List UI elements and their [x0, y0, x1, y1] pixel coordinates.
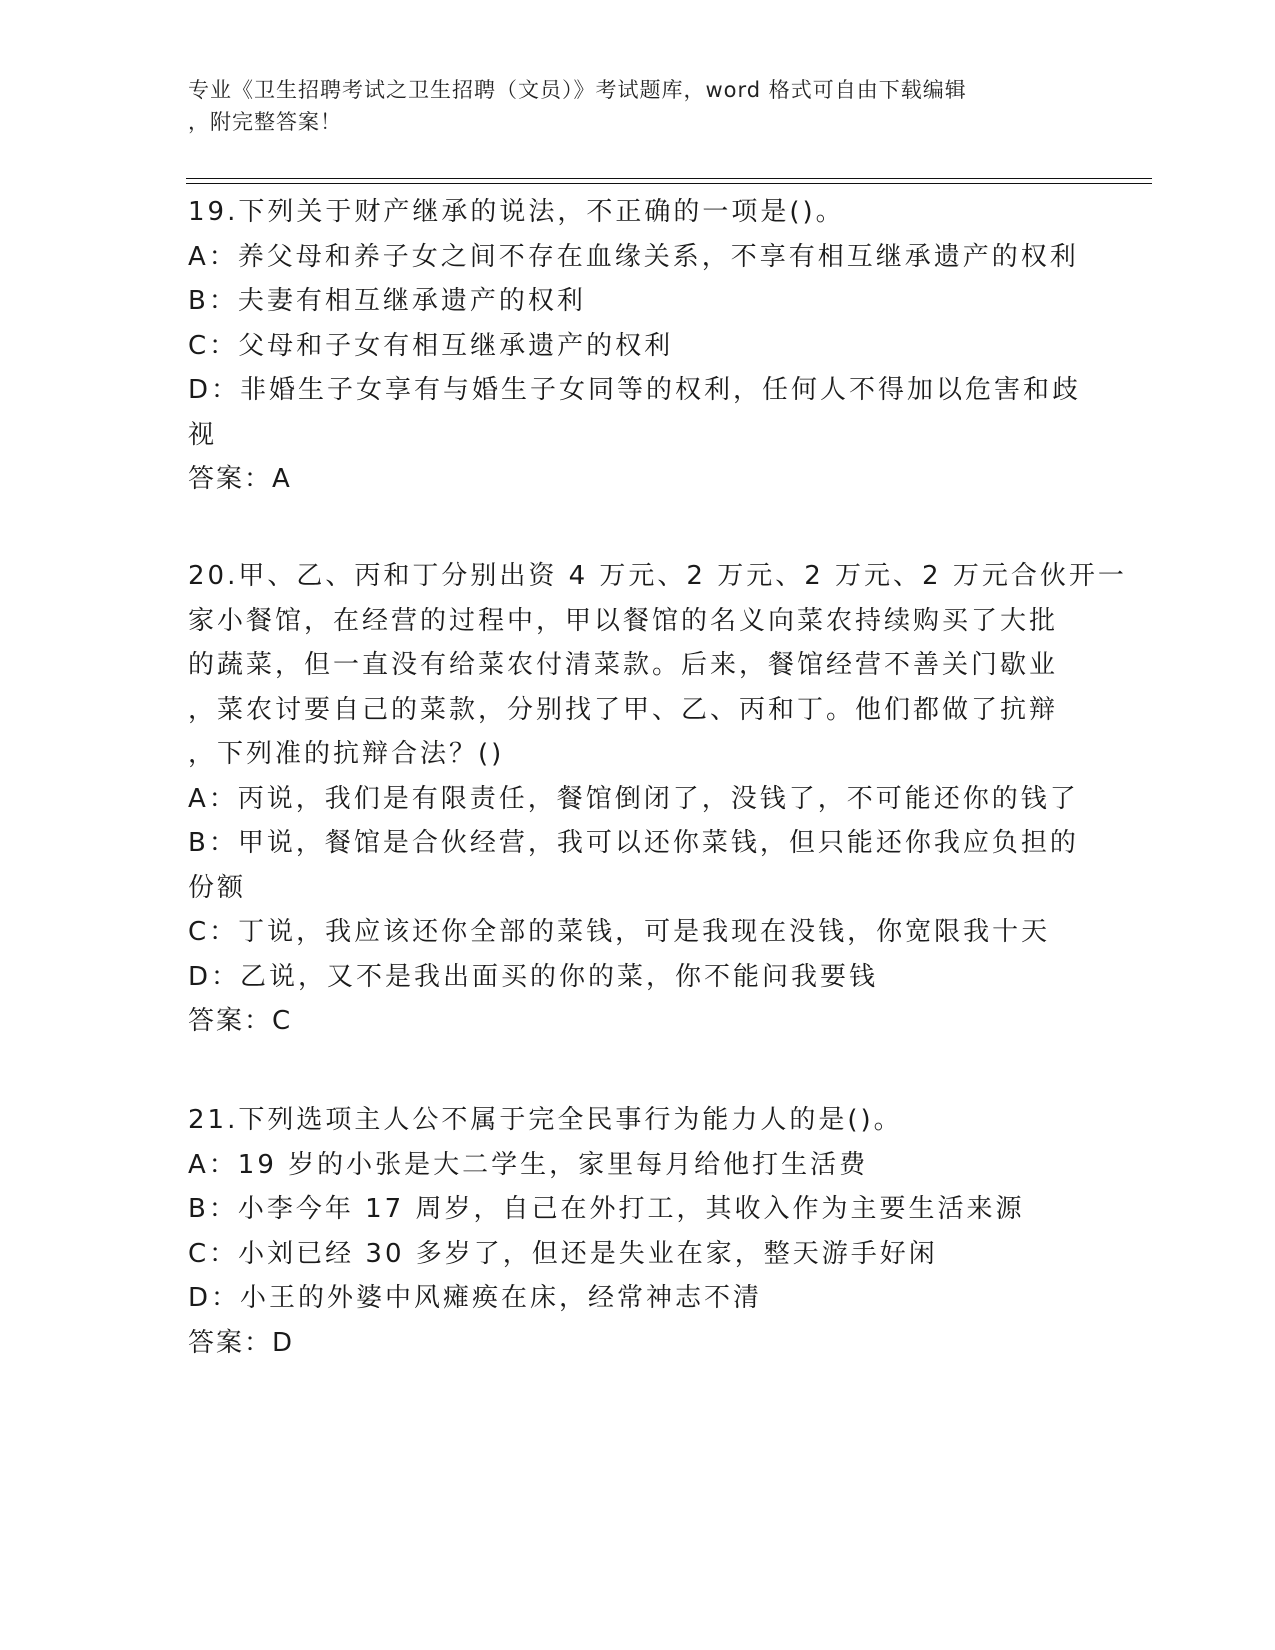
question-20-stem-3: 的蔬菜，但一直没有给菜农付清菜款。后来，餐馆经营不善关门歇业	[188, 650, 1059, 680]
question-20-stem-4: ，菜农讨要自己的菜款，分别找了甲、乙、丙和丁。他们都做了抗辩	[188, 694, 1059, 725]
question-20-option-b-cont: 份额	[188, 872, 247, 903]
question-21-option-c: C：小刘已经 30 多岁了，但还是失业在家，整天游手好闲	[188, 1238, 938, 1269]
header-divider-bottom	[186, 183, 1152, 184]
question-19-option-a: A：养父母和养子女之间不存在血缘关系，不享有相互继承遗产的权利	[188, 241, 1079, 272]
question-20-option-d: D：乙说，又不是我出面买的你的菜，你不能问我要钱	[188, 961, 879, 992]
question-20-stem-5: ，下列准的抗辩合法？()	[188, 739, 505, 769]
document-header	[188, 74, 1068, 138]
question-20-option-c: C：丁说，我应该还你全部的菜钱，可是我现在没钱，你宽限我十天	[188, 917, 1051, 947]
question-20-stem-1: 20.甲、乙、丙和丁分别出资 4 万元、2 万元、2 万元、2 万元合伙开一	[188, 561, 1127, 591]
question-21-option-a: A：19 岁的小张是大二学生，家里每月给他打生活费	[188, 1149, 869, 1180]
question-21	[188, 1098, 1088, 1365]
question-19-stem: 19.下列关于财产继承的说法，不正确的一项是()。	[188, 197, 845, 227]
question-21-answer: 答案：D	[188, 1327, 295, 1358]
question-21-stem: 21.下列选项主人公不属于完全民事行为能力人的是()。	[188, 1105, 903, 1135]
question-19-answer: 答案：A	[188, 464, 292, 494]
question-19-option-d: D：非婚生子女享有与婚生子女同等的权利，任何人不得加以危害和歧	[188, 375, 1082, 405]
question-20-stem-2: 家小餐馆，在经营的过程中，甲以餐馆的名义向菜农持续购买了大批	[188, 605, 1059, 636]
header-line-1: 专业《卫生招聘考试之卫生招聘（文员）》考试题库，word 格式可自由下载编辑	[188, 78, 967, 102]
question-19-option-b: B：夫妻有相互继承遗产的权利	[188, 286, 586, 316]
question-19	[188, 190, 1088, 502]
question-21-option-b: B：小李今年 17 周岁，自己在外打工，其收入作为主要生活来源	[188, 1194, 1025, 1224]
question-19-option-d-cont: 视	[188, 419, 218, 450]
question-20-answer: 答案：C	[188, 1006, 293, 1036]
question-20-option-a: A：丙说，我们是有限责任，餐馆倒闭了，没钱了，不可能还你的钱了	[188, 783, 1079, 814]
question-19-option-c: C：父母和子女有相互继承遗产的权利	[188, 330, 674, 361]
header-line-2: ，附完整答案！	[188, 110, 342, 134]
question-21-option-d: D：小王的外婆中风瘫痪在床，经常神志不清	[188, 1283, 763, 1313]
question-20-option-b: B：甲说，餐馆是合伙经营，我可以还你菜钱，但只能还你我应负担的	[188, 828, 1079, 858]
header-divider-top	[186, 178, 1152, 179]
question-20	[188, 554, 1127, 1044]
